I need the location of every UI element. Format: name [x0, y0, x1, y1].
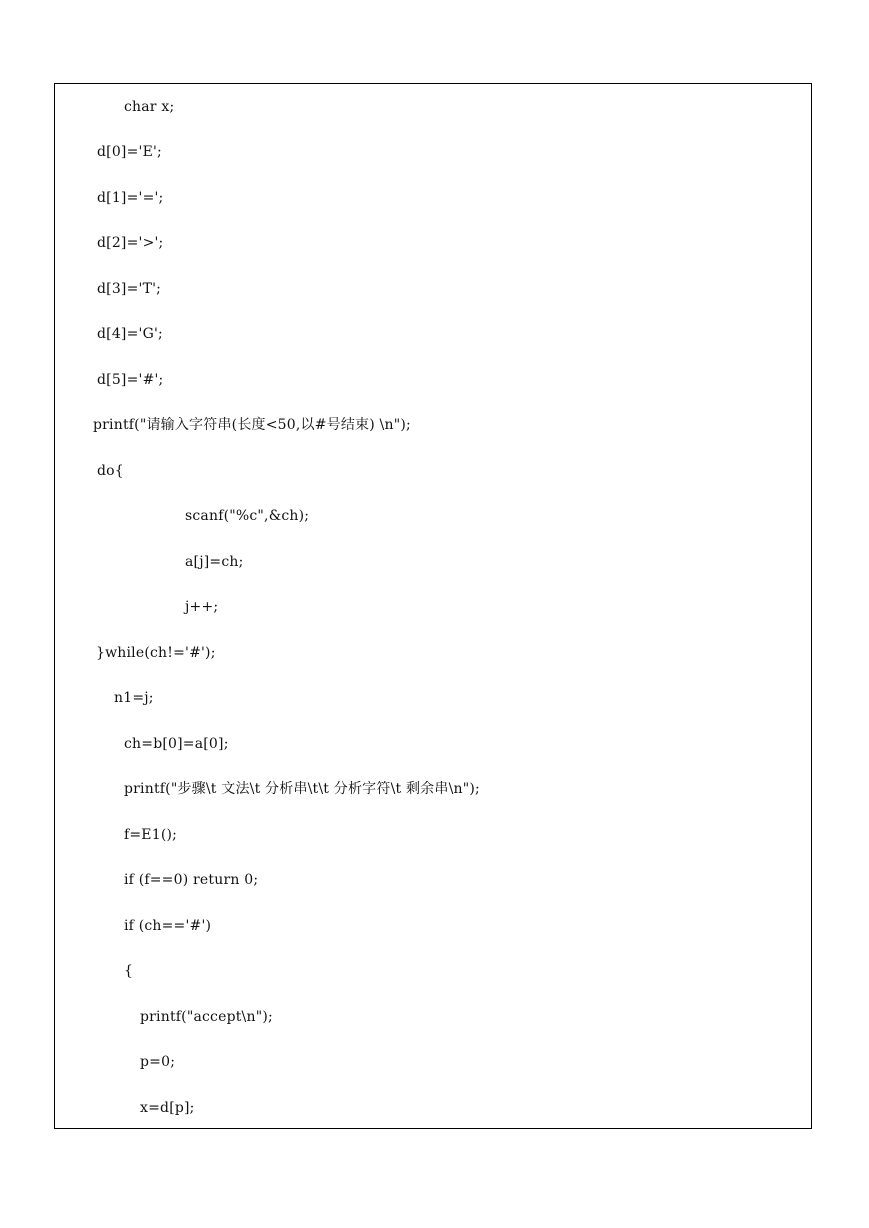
- code-line: p=0;: [140, 1054, 176, 1070]
- code-line: scanf("%c",&ch);: [185, 508, 310, 524]
- code-line: printf("步骤\t 文法\t 分析串\t\t 分析字符\t 剩余串\n");: [124, 781, 480, 797]
- code-box: [54, 83, 812, 1129]
- code-line: j++;: [185, 599, 219, 615]
- code-line: d[3]='T';: [97, 281, 162, 297]
- code-line: x=d[p];: [140, 1100, 195, 1116]
- code-line: if (ch=='#'): [124, 918, 212, 934]
- code-line: d[0]='E';: [97, 144, 162, 160]
- code-line: n1=j;: [114, 690, 154, 706]
- code-line: d[5]='#';: [97, 372, 164, 388]
- code-line: if (f==0) return 0;: [124, 872, 259, 888]
- code-line: ch=b[0]=a[0];: [124, 736, 229, 752]
- code-line: printf("请输入字符串(长度<50,以#号结束) \n");: [93, 417, 411, 433]
- code-line: d[4]='G';: [97, 326, 163, 342]
- code-line: printf("accept\n");: [140, 1009, 273, 1025]
- code-line: char x;: [124, 99, 175, 115]
- code-line: }while(ch!='#');: [96, 645, 216, 661]
- code-line: f=E1();: [124, 827, 178, 843]
- code-line: a[j]=ch;: [185, 554, 244, 570]
- code-line: do{: [97, 463, 124, 479]
- code-line: {: [124, 963, 134, 979]
- code-line: d[1]='=';: [97, 190, 164, 206]
- code-line: d[2]='>';: [97, 235, 164, 251]
